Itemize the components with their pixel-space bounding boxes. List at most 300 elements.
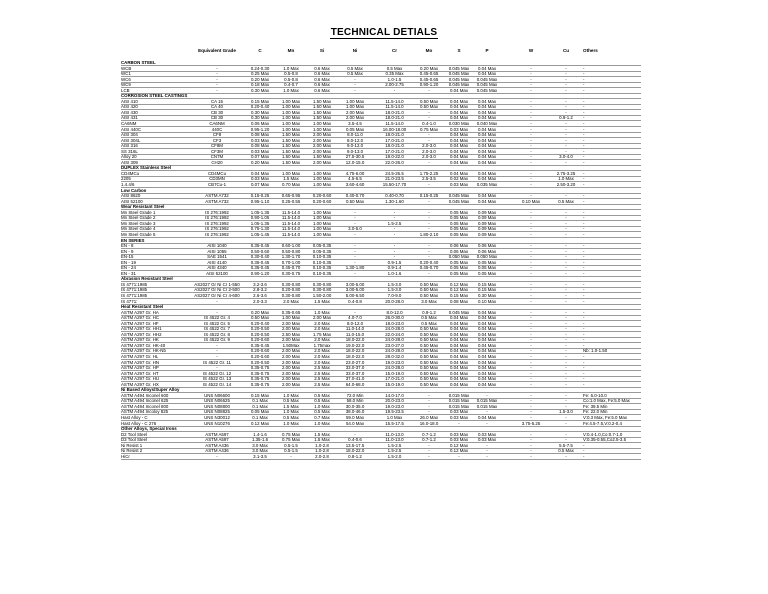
chromium-cell: 0.5 Max (386, 65, 403, 71)
others-cell: - (583, 82, 585, 88)
molybdenum-cell: 0.7-1.2 (422, 437, 436, 443)
silicon-cell: 2.00 Max (312, 159, 332, 165)
phosphorus-cell: 0.04 Max (477, 353, 497, 359)
molybdenum-cell: - (428, 137, 430, 143)
phosphorus-cell: 0.04 Max (477, 154, 497, 160)
carbon-cell: 0.03 Max (250, 148, 270, 154)
grade-name-cell: CD4MCu (121, 170, 140, 176)
nickel-cell: 0.40-0.70 (345, 193, 365, 199)
chromium-cell: 17.0-21.0 (385, 137, 404, 143)
sulphur-cell: 0.04 Max (449, 342, 469, 348)
copper-cell: - (565, 326, 567, 332)
copper-cell: 3.0-4.0 (559, 154, 573, 160)
copper-cell: - (565, 392, 567, 398)
sulphur-cell: 0.04 Max (449, 154, 469, 160)
tungsten-cell: - (530, 370, 532, 376)
molybdenum-cell: 0.5 Max (421, 315, 437, 321)
phosphorus-cell: 0.04 Max (477, 376, 497, 382)
phosphorus-cell: 0.04 Max (477, 104, 497, 110)
phosphorus-cell: 0.04 Max (477, 115, 497, 121)
manganese-cell: 1.00 Max (281, 104, 301, 110)
tungsten-cell: - (530, 109, 532, 115)
sulphur-cell: 0.04 Max (449, 148, 469, 154)
header-cu: Cu (562, 48, 570, 53)
header-mo: Mo (425, 48, 433, 53)
equivalent-grade-cell: AS2027 Gr Ni Cr 1-550 (194, 281, 240, 287)
chromium-cell: 15.50-17.70 (382, 182, 407, 188)
nickel-cell: 13.5-17.5 (345, 442, 365, 448)
nickel-cell: 23.0-27.0 (345, 359, 365, 365)
tungsten-cell: - (530, 298, 532, 304)
nickel-cell: - (354, 254, 356, 260)
sulphur-cell: 0.030 Max (448, 121, 470, 127)
sulphur-cell: 0.04 Max (449, 320, 469, 326)
header-si: Si (319, 48, 325, 53)
tungsten-cell: - (530, 292, 532, 298)
header-others: Others (583, 48, 598, 53)
molybdenum-cell: 2.5-3.5 (422, 176, 436, 182)
sulphur-cell: 0.12 Max (449, 448, 469, 454)
tungsten-cell: - (530, 337, 532, 343)
equivalent-grade-cell: IS 276:1992 (205, 220, 229, 226)
chromium-cell: 1.5-3.0 (387, 287, 402, 293)
tungsten-cell: - (530, 453, 532, 459)
manganese-cell: 1.00 Max (281, 170, 301, 176)
silicon-cell: 1.75 Max (312, 331, 332, 337)
molybdenum-cell: - (428, 132, 430, 138)
table-header (0, 46, 768, 56)
copper-cell: - (565, 82, 567, 88)
copper-cell: 0.9-1.2 (559, 115, 573, 121)
tungsten-cell: - (530, 265, 532, 271)
sulphur-cell: 0.04 Max (449, 109, 469, 115)
manganese-cell: 0.20-0.80 (281, 287, 301, 293)
manganese-cell: 2.0 Max (283, 298, 299, 304)
tungsten-cell: - (530, 215, 532, 221)
manganese-cell: 1.50 Max (281, 148, 301, 154)
grade-name-cell: ASTM A297 Gr. HK (121, 337, 159, 343)
molybdenum-cell: - (428, 254, 430, 260)
copper-cell: - (565, 254, 567, 260)
nickel-cell: - (354, 87, 356, 93)
sulphur-cell: 0.06 Max (449, 243, 469, 249)
section-title: DUPLEX Stainless Steel (121, 165, 172, 171)
manganese-cell: 1.50 Max (281, 159, 301, 165)
manganese-cell: 0.60-1.00 (281, 243, 301, 249)
grade-name-cell: EN - 24 (121, 265, 136, 271)
grade-name-cell: ASTM A297 Gr. HN (121, 359, 160, 365)
others-cell: - (583, 442, 585, 448)
molybdenum-cell: 0.50 Max (419, 342, 439, 348)
chromium-cell: 1.5-2.5 (387, 220, 402, 226)
phosphorus-cell: 0.04 Max (477, 415, 497, 420)
tungsten-cell: - (530, 176, 532, 182)
tungsten-cell: - (530, 220, 532, 226)
molybdenum-cell: - (428, 159, 430, 165)
equivalent-grade-cell: - (216, 342, 218, 348)
molybdenum-cell: 0.45-0.65 (419, 76, 439, 82)
silicon-cell: 2.0 Max (314, 359, 330, 365)
others-cell: - (583, 159, 585, 165)
copper-cell: - (565, 437, 567, 443)
grade-name-cell: AISI 8620 (121, 193, 141, 199)
header-p: P (485, 48, 489, 53)
chromium-cell: 21.0-23.5 (385, 176, 404, 182)
grade-name-cell: ASTM A297 Gr. HF (121, 320, 159, 326)
copper-cell: 1.0 Max (558, 176, 574, 182)
carbon-cell: 0.08 Max (250, 132, 270, 138)
nickel-cell: 54.0 Max (345, 420, 365, 426)
manganese-cell: 0.5 Max (283, 415, 299, 420)
others-cell: - (583, 331, 585, 337)
tungsten-cell: - (530, 104, 532, 110)
tungsten-cell: - (530, 243, 532, 249)
equivalent-grade-cell: CN7M (210, 154, 224, 160)
chromium-cell: 2.00-2.75 (385, 82, 404, 88)
others-cell: Fe:4.5-7.5,V:0.2-0.4 (583, 420, 622, 426)
carbon-cell: 0.30 Max (250, 87, 270, 93)
carbon-cell: 0.35-0.75 (250, 370, 270, 376)
others-cell: - (583, 359, 585, 365)
molybdenum-cell: - (428, 115, 430, 121)
equivalent-grade-cell: CD3MN (209, 176, 225, 182)
others-cell: - (583, 65, 585, 71)
carbon-cell: 0.15-0.25 (250, 193, 270, 199)
equivalent-grade-cell: IS 276:1992 (205, 209, 229, 215)
molybdenum-cell: 0.50 Max (419, 98, 439, 104)
sulphur-cell: 0.04 Max (449, 370, 469, 376)
nickel-cell: - (354, 248, 356, 254)
equivalent-grade-cell: - (216, 353, 218, 359)
chromium-cell: 0.40-0.70 (385, 193, 404, 199)
copper-cell: - (565, 342, 567, 348)
copper-cell: - (565, 143, 567, 149)
grade-name-cell: AISI 431 (121, 115, 138, 121)
copper-cell: - (565, 315, 567, 321)
manganese-cell: 0.35-0.65 (281, 309, 301, 315)
copper-cell: - (565, 209, 567, 215)
grade-name-cell: ASTM A494 Inconel 600 (121, 392, 169, 398)
chromium-cell: 17.0-21.0 (385, 148, 404, 154)
grade-name-cell: D3 Tool Steel (121, 437, 148, 443)
manganese-cell: 1.00 Max (281, 115, 301, 121)
carbon-cell: 0.35-0.45 (250, 265, 270, 271)
silicon-cell: 0.6 Max (314, 82, 330, 88)
phosphorus-cell: 0.04 Max (477, 137, 497, 143)
header-s: S (457, 48, 461, 53)
manganese-cell: 1.00 Max (281, 121, 301, 127)
sulphur-cell: 0.04 Max (449, 143, 469, 149)
sulphur-cell: 0.04 Max (449, 315, 469, 321)
copper-cell: - (565, 226, 567, 232)
copper-cell: - (565, 71, 567, 77)
manganese-cell: 0.5-1.5 (284, 448, 298, 454)
sulphur-cell: 0.15 Max (449, 292, 469, 298)
manganese-cell: 0.5-0.8 (284, 76, 298, 82)
others-cell: Fe: 22.0 Min (583, 409, 608, 415)
carbon-cell: 2.8-3.2 (253, 287, 267, 293)
manganese-cell: 11.5-14.0 (281, 220, 301, 226)
phosphorus-cell: 0.06 Max (477, 248, 497, 254)
phosphorus-cell: 0.09 Max (477, 220, 497, 226)
manganese-cell: 1.30-1.70 (281, 254, 301, 260)
carbon-cell: 2.6-3.6 (253, 292, 267, 298)
carbon-cell: 0.35-0.45 (250, 342, 270, 348)
silicon-cell: 0.30-0.80 (312, 287, 332, 293)
molybdenum-cell: - (428, 398, 430, 404)
nickel-cell: 64.0-68.0 (345, 381, 365, 387)
manganese-cell: 0.75 Max (281, 431, 301, 437)
carbon-cell: 0.90-1.05 (250, 215, 270, 221)
chromium-cell: 18.0-21.0 (385, 109, 404, 115)
equivalent-grade-cell: IS 276:1992 (205, 226, 229, 232)
copper-cell: - (565, 381, 567, 387)
molybdenum-cell: - (428, 409, 430, 415)
manganese-cell: - (290, 453, 292, 459)
equivalent-grade-cell: - (216, 309, 218, 315)
phosphorus-cell: 0.04 Max (477, 98, 497, 104)
phosphorus-cell: 0.06 Max (477, 243, 497, 249)
tungsten-cell: - (530, 281, 532, 287)
chromium-cell: 14.0-17.0 (385, 392, 404, 398)
silicon-cell: 1.0 Max (314, 309, 330, 315)
tungsten-cell: - (530, 143, 532, 149)
chromium-cell: 1.0-1.6 (387, 270, 402, 276)
equivalent-grade-cell: CB 30 (210, 115, 224, 121)
molybdenum-cell: - (428, 109, 430, 115)
carbon-cell: 0.20 Max (250, 309, 270, 315)
copper-cell: - (565, 348, 567, 354)
silicon-cell: 0.6 Max (314, 65, 330, 71)
nickel-cell: - (354, 220, 356, 226)
manganese-cell: 2.00 Max (281, 381, 301, 387)
tungsten-cell: - (530, 403, 532, 409)
copper-cell: - (565, 287, 567, 293)
chromium-cell: - (393, 209, 396, 215)
phosphorus-cell: - (486, 442, 488, 448)
molybdenum-cell: 0.50 Max (419, 326, 439, 332)
phosphorus-cell: - (486, 453, 488, 459)
phosphorus-cell: 0.04 Max (477, 348, 497, 354)
carbon-cell: 1.35-1.6 (251, 437, 269, 443)
equivalent-grade-cell: IS 4522 Gr. 4 (204, 315, 230, 321)
tungsten-cell: - (530, 254, 532, 260)
phosphorus-cell: 0.04 Max (477, 65, 497, 71)
grade-name-cell: ASTM A297 Gr. HA (121, 309, 159, 315)
grade-name-cell: AISI 410 (121, 98, 138, 104)
page-title (0, 27, 768, 38)
carbon-cell: 0.07 Max (250, 154, 270, 160)
nickel-cell: 4.75-6.00 (345, 170, 365, 176)
others-cell: V:0.3 Max, Fe:5.0 Max (583, 415, 628, 420)
carbon-cell: 1.05-1.35 (250, 209, 270, 215)
molybdenum-cell: 0.45-0.70 (419, 265, 439, 271)
nickel-cell: 18.0-22.0 (345, 448, 365, 454)
silicon-cell: 0.10-0.35 (312, 265, 332, 271)
chromium-cell: 11.5-14.0 (385, 98, 404, 104)
sulphur-cell: 0.05 Max (449, 226, 469, 232)
section-title: Ni Based Alloys/Super Alloy (121, 387, 180, 393)
sulphur-cell: 0.05 Max (449, 259, 469, 265)
tungsten-cell: 3.75-5.25 (521, 420, 541, 426)
chromium-cell: 1.5-2.0 (387, 453, 402, 459)
grade-name-cell: Mn Steel Grade 1 (121, 209, 156, 215)
equivalent-grade-cell: IS 4522 Gr. 14 (202, 381, 232, 387)
others-cell: - (583, 326, 585, 332)
copper-cell: 5.5-7.5 (559, 442, 573, 448)
copper-cell: - (565, 231, 567, 237)
sulphur-cell: 0.04 Max (449, 353, 469, 359)
tungsten-cell: - (530, 448, 532, 454)
others-cell: V:0.4-1.0,Co:0.7-1.0 (583, 431, 623, 437)
phosphorus-cell: 0.10 Max (477, 298, 497, 304)
chromium-cell: 1.5-2.5 (387, 442, 402, 448)
others-cell: - (583, 370, 585, 376)
carbon-cell: 2.0-3.3 (253, 298, 267, 304)
nickel-cell: 9.0-13.0 (346, 148, 364, 154)
nickel-cell: 1.00 Max (345, 104, 365, 110)
manganese-cell: 2.00 Max (281, 348, 301, 354)
chromium-cell: 19.0-23.0 (385, 359, 404, 365)
silicon-cell: 1.0-2.8 (315, 442, 329, 448)
silicon-cell: 0.05-0.35 (312, 243, 332, 249)
tungsten-cell: 0.10 Max (521, 198, 541, 204)
chromium-cell: 8.0-12.0 (386, 309, 403, 315)
tungsten-cell: - (530, 409, 532, 415)
chromium-cell: 15.0-19.0 (385, 370, 404, 376)
chromium-cell: 24.0-28.0 (385, 337, 404, 343)
grade-name-cell: D2 Tool Steel (121, 431, 148, 437)
grade-name-cell: 1.4.4/6 (121, 182, 135, 188)
equivalent-grade-cell: - (216, 348, 218, 354)
copper-cell: - (565, 415, 567, 420)
copper-cell: - (565, 398, 567, 404)
copper-cell: 0.5 Max (558, 448, 574, 454)
nickel-cell: 0.5 Max (347, 71, 363, 77)
silicon-cell: 1.5 Max (314, 437, 330, 443)
others-cell: - (583, 243, 585, 249)
sulphur-cell: 0.03 Max (449, 437, 469, 443)
carbon-cell: 3.1-3.5 (253, 453, 267, 459)
chromium-cell: - (393, 248, 396, 254)
nickel-cell: 0.05 Max (345, 126, 365, 132)
sulphur-cell: 0.04 Max (449, 104, 469, 110)
table-row (0, 454, 768, 460)
manganese-cell: 1.50 Max (281, 154, 301, 160)
phosphorus-cell: 0.04 Max (477, 337, 497, 343)
copper-cell: - (565, 87, 567, 93)
nickel-cell: 9.0-12.0 (346, 143, 364, 149)
copper-cell: - (565, 320, 567, 326)
phosphorus-cell: 0.09 Max (477, 226, 497, 232)
sulphur-cell: 0.04 Max (449, 98, 469, 104)
phosphorus-cell: 0.035 Max (476, 182, 498, 188)
nickel-cell: - (354, 309, 356, 315)
tungsten-cell: - (530, 287, 532, 293)
equivalent-grade-cell: AS2027 Gr Ni Cr 2-500 (194, 287, 240, 293)
grade-name-cell: Alloy 20 (121, 154, 137, 160)
carbon-cell: 0.50-0.60 (250, 248, 270, 254)
nickel-cell: 3.00-5.00 (345, 281, 365, 287)
manganese-cell: 2.00 Max (281, 353, 301, 359)
phosphorus-cell: 0.05 Max (477, 259, 497, 265)
manganese-cell: 0.50-0.80 (281, 248, 301, 254)
tungsten-cell: - (530, 82, 532, 88)
nickel-cell: 3.5-4.5 (348, 121, 362, 127)
grade-name-cell: WC6 (121, 76, 131, 82)
others-cell: - (583, 381, 585, 387)
phosphorus-cell: 0.04 Max (477, 320, 497, 326)
header-cr: Cr (391, 48, 398, 53)
silicon-cell: 2.5 Max (314, 365, 330, 371)
others-cell: - (583, 337, 585, 343)
copper-cell: - (565, 248, 567, 254)
molybdenum-cell: - (428, 453, 430, 459)
equivalent-grade-cell: - (216, 71, 218, 77)
grade-name-cell: ASTM A297 Gr. HU (121, 376, 160, 382)
carbon-cell: 0.35-0.75 (250, 376, 270, 382)
others-cell: - (583, 320, 585, 326)
molybdenum-cell: 0.50 Max (419, 353, 439, 359)
grade-name-cell: Ni Resist 1 (121, 442, 143, 448)
others-cell: - (583, 154, 585, 160)
molybdenum-cell: - (428, 209, 430, 215)
sulphur-cell: 0.04 Max (449, 337, 469, 343)
silicon-cell: 1.00 Max (312, 170, 332, 176)
nickel-cell: 4.5-6.5 (348, 176, 362, 182)
phosphorus-cell: 0.04 Max (477, 170, 497, 176)
manganese-cell: 1.5 Max (283, 403, 299, 409)
copper-cell: - (565, 109, 567, 115)
grade-name-cell: EN - 19 (121, 259, 136, 265)
others-cell: - (583, 87, 585, 93)
grade-name-cell: IS 4771:1985 (121, 292, 148, 298)
nickel-cell: 3.60-4.60 (345, 182, 365, 188)
nickel-cell: 0.4-0.8 (348, 298, 362, 304)
others-cell: - (583, 298, 585, 304)
others-cell: - (583, 259, 585, 265)
grade-name-cell: AISI 316 (121, 143, 138, 149)
phosphorus-cell: 0.15 Max (477, 281, 497, 287)
chromium-cell: 0.35 Max (385, 71, 404, 77)
carbon-cell: 0.1 Max (252, 403, 268, 409)
phosphorus-cell: 0.04 Max (477, 109, 497, 115)
molybdenum-cell: 0.50 Max (419, 381, 439, 387)
phosphorus-cell: 0.015 Max (476, 403, 498, 409)
tungsten-cell: - (530, 231, 532, 237)
tungsten-cell: - (530, 398, 532, 404)
section-title: CARBON STEEL (121, 60, 156, 65)
molybdenum-cell: 0.50 Max (419, 331, 439, 337)
grade-name-cell: WCB (121, 65, 132, 71)
chromium-cell: 0.9-1.5 (387, 259, 402, 265)
molybdenum-cell: 0.50 Max (419, 287, 439, 293)
sulphur-cell: 0.04 Max (449, 132, 469, 138)
phosphorus-cell: 0.045 Max (476, 76, 498, 82)
section-title: Heat Resistant Steel (121, 304, 164, 310)
tungsten-cell: - (530, 98, 532, 104)
tungsten-cell: - (530, 353, 532, 359)
grade-name-cell: Mn Steel Grade 4 (121, 226, 156, 232)
manganese-cell: 1.0 Max (283, 409, 299, 415)
carbon-cell: 0.20-0.60 (250, 348, 270, 354)
molybdenum-cell: 16.0-18.0 (419, 420, 439, 426)
manganese-cell: 0.70-1.00 (281, 259, 301, 265)
carbon-cell: 0.35-0.75 (250, 381, 270, 387)
phosphorus-cell: 0.04 Max (477, 159, 497, 165)
tungsten-cell: - (530, 248, 532, 254)
carbon-cell: 0.50 Max (250, 315, 270, 321)
